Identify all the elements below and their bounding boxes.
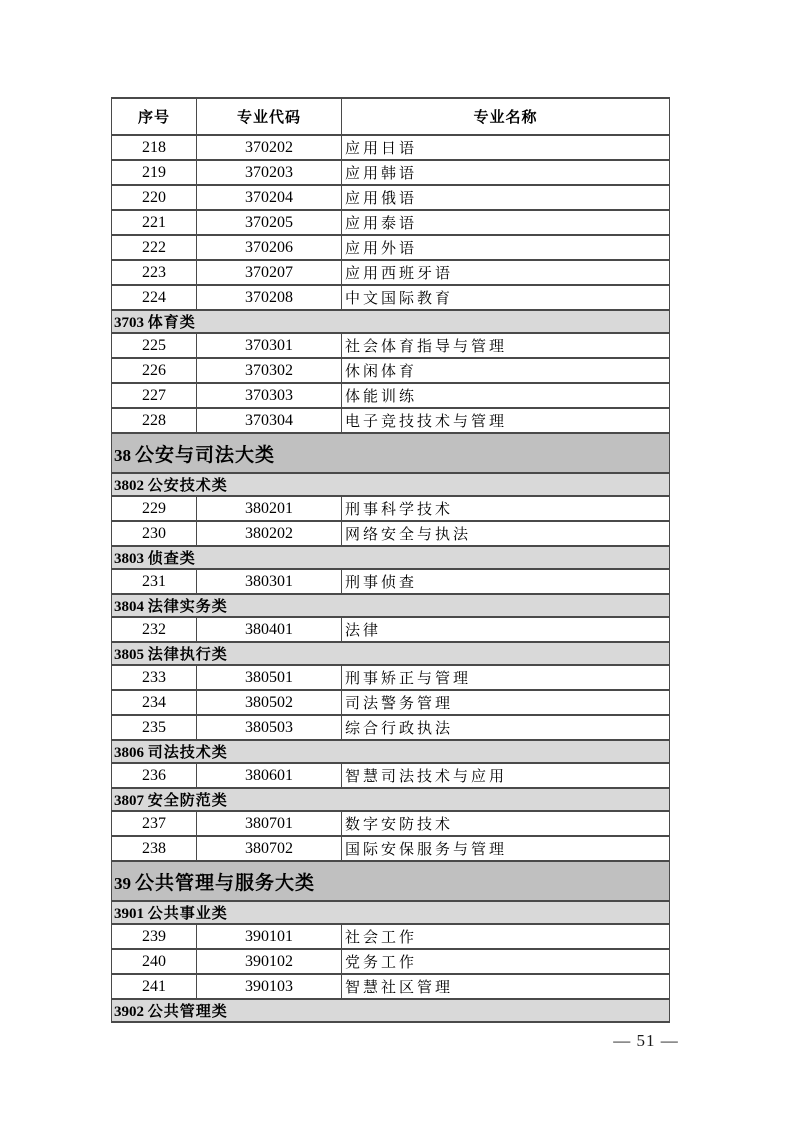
code-cell: 370204: [197, 185, 342, 210]
table-row: [112, 285, 670, 310]
seq-cell: 237: [112, 811, 197, 836]
category-header-cell: [112, 861, 670, 901]
subcategory-header-cell: [112, 999, 670, 1022]
table-row: [112, 358, 670, 383]
name-cell: 应用泰语: [342, 210, 670, 235]
name-cell: 应用日语: [342, 135, 670, 160]
category-number: 3804: [114, 599, 144, 615]
table-row: [112, 135, 670, 160]
table-row: [112, 408, 670, 433]
category-title: 公共管理类: [147, 1004, 228, 1020]
table-row: [112, 433, 670, 473]
code-cell: 380702: [197, 836, 342, 861]
name-cell: 智慧司法技术与应用: [342, 763, 670, 788]
table-row: [112, 594, 670, 617]
table-row: [112, 665, 670, 690]
code-cell: 390103: [197, 974, 342, 999]
table-row: [112, 185, 670, 210]
table-row: [112, 260, 670, 285]
seq-cell: 238: [112, 836, 197, 861]
seq-cell: 234: [112, 690, 197, 715]
category-number: 3802: [114, 478, 144, 494]
table-row: [112, 690, 670, 715]
category-header-cell: [112, 433, 670, 473]
name-cell: 数字安防技术: [342, 811, 670, 836]
seq-cell: 223: [112, 260, 197, 285]
seq-cell: 225: [112, 333, 197, 358]
name-cell: 司法警务管理: [342, 690, 670, 715]
code-cell: 370202: [197, 135, 342, 160]
majors-table: [111, 97, 670, 1023]
seq-cell: 218: [112, 135, 197, 160]
code-cell: 380501: [197, 665, 342, 690]
category-number: 3806: [114, 745, 144, 761]
name-cell: 刑事侦查: [342, 569, 670, 594]
table-row: [112, 974, 670, 999]
table-row: [112, 642, 670, 665]
category-number: 3703: [114, 315, 144, 331]
subcategory-header-cell: [112, 788, 670, 811]
code-cell: 380502: [197, 690, 342, 715]
seq-cell: 229: [112, 496, 197, 521]
seq-cell: 228: [112, 408, 197, 433]
name-cell: 社会工作: [342, 924, 670, 949]
table-row: [112, 310, 670, 333]
name-cell: 国际安保服务与管理: [342, 836, 670, 861]
table-row: [112, 383, 670, 408]
table-row: [112, 836, 670, 861]
name-cell: 网络安全与执法: [342, 521, 670, 546]
category-title: 侦查类: [147, 551, 196, 567]
code-cell: 370205: [197, 210, 342, 235]
code-cell: 370301: [197, 333, 342, 358]
category-number: 3803: [114, 551, 144, 567]
category-number: 3901: [114, 906, 144, 922]
seq-cell: 224: [112, 285, 197, 310]
subcategory-header-cell: [112, 740, 670, 763]
code-cell: 380401: [197, 617, 342, 642]
table-row: [112, 924, 670, 949]
code-cell: 380202: [197, 521, 342, 546]
category-title: 法律执行类: [147, 647, 228, 663]
subcategory-header-cell: [112, 594, 670, 617]
table-row: [112, 521, 670, 546]
name-cell: 中文国际教育: [342, 285, 670, 310]
seq-cell: 233: [112, 665, 197, 690]
category-title: 司法技术类: [147, 745, 228, 761]
code-cell: 380701: [197, 811, 342, 836]
seq-cell: 227: [112, 383, 197, 408]
category-number: 3902: [114, 1004, 144, 1020]
name-cell: 电子竞技技术与管理: [342, 408, 670, 433]
table-row: [112, 999, 670, 1022]
table-row: [112, 788, 670, 811]
seq-cell: 241: [112, 974, 197, 999]
category-number: 3807: [114, 793, 144, 809]
code-cell: 380201: [197, 496, 342, 521]
code-cell: 370206: [197, 235, 342, 260]
code-cell: 370208: [197, 285, 342, 310]
seq-cell: 222: [112, 235, 197, 260]
majors-table-body: [112, 135, 670, 1022]
code-cell: 370303: [197, 383, 342, 408]
table-row: [112, 617, 670, 642]
header-code: 专业代码: [197, 98, 342, 135]
code-cell: 380503: [197, 715, 342, 740]
category-number: 3805: [114, 647, 144, 663]
seq-cell: 240: [112, 949, 197, 974]
name-cell: 刑事矫正与管理: [342, 665, 670, 690]
table-row: [112, 235, 670, 260]
category-title: 安全防范类: [147, 793, 228, 809]
table-row: [112, 811, 670, 836]
category-title: 公安技术类: [147, 478, 228, 494]
header-name: 专业名称: [342, 98, 670, 135]
table-row: [112, 546, 670, 569]
table-row: [112, 569, 670, 594]
code-cell: 390101: [197, 924, 342, 949]
category-number: 39: [114, 873, 131, 893]
name-cell: 应用韩语: [342, 160, 670, 185]
table-row: [112, 496, 670, 521]
table-row: [112, 763, 670, 788]
name-cell: 应用俄语: [342, 185, 670, 210]
seq-cell: 221: [112, 210, 197, 235]
code-cell: 380301: [197, 569, 342, 594]
table-row: [112, 715, 670, 740]
table-row: [112, 949, 670, 974]
category-number: 38: [114, 445, 131, 465]
seq-cell: 235: [112, 715, 197, 740]
name-cell: 刑事科学技术: [342, 496, 670, 521]
code-cell: 390102: [197, 949, 342, 974]
category-title: 法律实务类: [147, 599, 228, 615]
subcategory-header-cell: [112, 901, 670, 924]
category-title: 公安与司法大类: [135, 444, 276, 466]
name-cell: 休闲体育: [342, 358, 670, 383]
table-row: [112, 861, 670, 901]
code-cell: 370203: [197, 160, 342, 185]
name-cell: 智慧社区管理: [342, 974, 670, 999]
seq-cell: 231: [112, 569, 197, 594]
name-cell: 综合行政执法: [342, 715, 670, 740]
category-title: 体育类: [147, 315, 196, 331]
code-cell: 370302: [197, 358, 342, 383]
subcategory-header-cell: [112, 473, 670, 496]
table-row: [112, 473, 670, 496]
table-row: [112, 210, 670, 235]
seq-cell: 239: [112, 924, 197, 949]
name-cell: 社会体育指导与管理: [342, 333, 670, 358]
seq-cell: 219: [112, 160, 197, 185]
subcategory-header-cell: [112, 310, 670, 333]
seq-cell: 226: [112, 358, 197, 383]
name-cell: 体能训练: [342, 383, 670, 408]
seq-cell: 230: [112, 521, 197, 546]
code-cell: 370304: [197, 408, 342, 433]
seq-cell: 232: [112, 617, 197, 642]
subcategory-header-cell: [112, 546, 670, 569]
subcategory-header-cell: [112, 642, 670, 665]
table-header-row: [112, 98, 670, 135]
table-row: [112, 333, 670, 358]
table-row: [112, 160, 670, 185]
seq-cell: 220: [112, 185, 197, 210]
category-title: 公共管理与服务大类: [135, 872, 316, 894]
name-cell: 应用外语: [342, 235, 670, 260]
header-seq: 序号: [112, 98, 197, 135]
table-row: [112, 740, 670, 763]
seq-cell: 236: [112, 763, 197, 788]
name-cell: 应用西班牙语: [342, 260, 670, 285]
page-number: — 51 —: [613, 1031, 679, 1050]
name-cell: 党务工作: [342, 949, 670, 974]
name-cell: 法律: [342, 617, 670, 642]
table-row: [112, 901, 670, 924]
code-cell: 370207: [197, 260, 342, 285]
category-title: 公共事业类: [147, 906, 228, 922]
code-cell: 380601: [197, 763, 342, 788]
